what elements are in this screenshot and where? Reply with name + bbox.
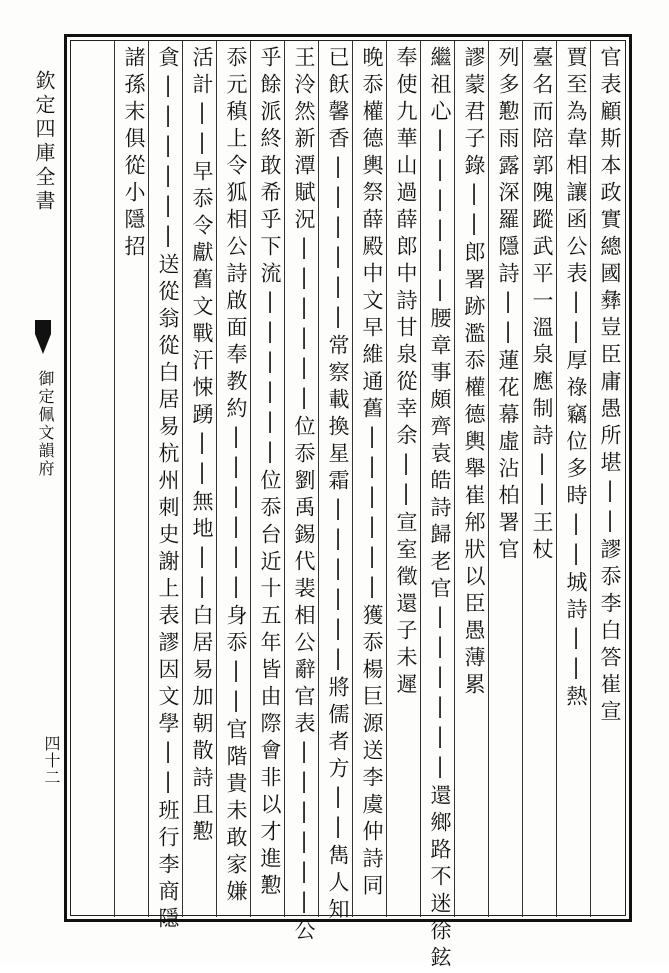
text-column: 臺名而陪郭隗蹤武平一溫泉應制詩||王杖 — [530, 46, 554, 565]
column-rule — [114, 41, 115, 917]
text-column: 奉使九華山過薛郎中詩甘泉從幸余||宣室徵還子未遲 — [394, 46, 418, 700]
text-column: 賈至為韋相讓函公表||厚祿竊位多時||城詩||熱 — [564, 46, 588, 712]
column-rule — [556, 41, 557, 917]
folio-number: 四十二 — [42, 735, 61, 786]
column-rule — [284, 41, 285, 917]
column-rule — [488, 41, 489, 917]
column-rule — [148, 41, 149, 917]
column-rule — [420, 41, 421, 917]
fish-tail-icon — [32, 320, 54, 370]
text-column: 繼祖心||||||腰章事頗齊袁皓詩歸老官||||||還鄉路不迷徐鉉 — [428, 46, 452, 973]
text-column: 貪||||||送從翁從白居易杭州刺史謝上表謬因文學||班行李商隱 — [156, 46, 180, 934]
text-column: 謬蒙君子錄||郎署跡濫忝權德輿舉崔𨚕狀以臣愚薄累 — [462, 46, 486, 700]
text-column: 忝元稹上令狐相公詩啟面奉教約||||||身忝||官階貴未敢家嫌 — [224, 46, 248, 907]
text-column: 活計||早忝令獻舊文戰汗悚踴||無地||白居易加朝散詩且懃 — [190, 46, 214, 847]
volume-title: 御定佩文韻府 — [36, 370, 55, 478]
text-column: 諸孫末俱從小隱招 — [122, 46, 146, 262]
text-column: 已飫馨香||||||常察載換星霜||||||將儒者方||雋人知 — [326, 46, 350, 925]
column-rule — [216, 41, 217, 917]
column-rule — [386, 41, 387, 917]
text-column: 乎餘派終敢希乎下流||||||位忝台近十五年皆由際會非以才進懃 — [258, 46, 282, 901]
column-rule — [182, 41, 183, 917]
text-column: 官表顧斯本政實總國彝豈臣庸愚所堪||謬忝李白答崔宣 — [598, 46, 622, 727]
column-rule — [250, 41, 251, 917]
column-rule — [318, 41, 319, 917]
book-title: 欽定四庫全書 — [32, 70, 56, 214]
page-margin — [28, 40, 58, 920]
text-column: 列多懃雨露深羅隱詩||蓮花幕虛沾柏署官 — [496, 46, 520, 565]
column-rule — [454, 41, 455, 917]
column-rule — [352, 41, 353, 917]
column-rule — [590, 41, 591, 917]
column-rule — [522, 41, 523, 917]
text-column: 晚忝權德輿祭薛殿中文早維通舊||||||獲忝楊巨源送李虞仲詩同 — [360, 46, 384, 901]
text-column: 王泠然新潭賦況||||||位忝劉禹錫代裴相公辭官表||||||公 — [292, 46, 316, 946]
